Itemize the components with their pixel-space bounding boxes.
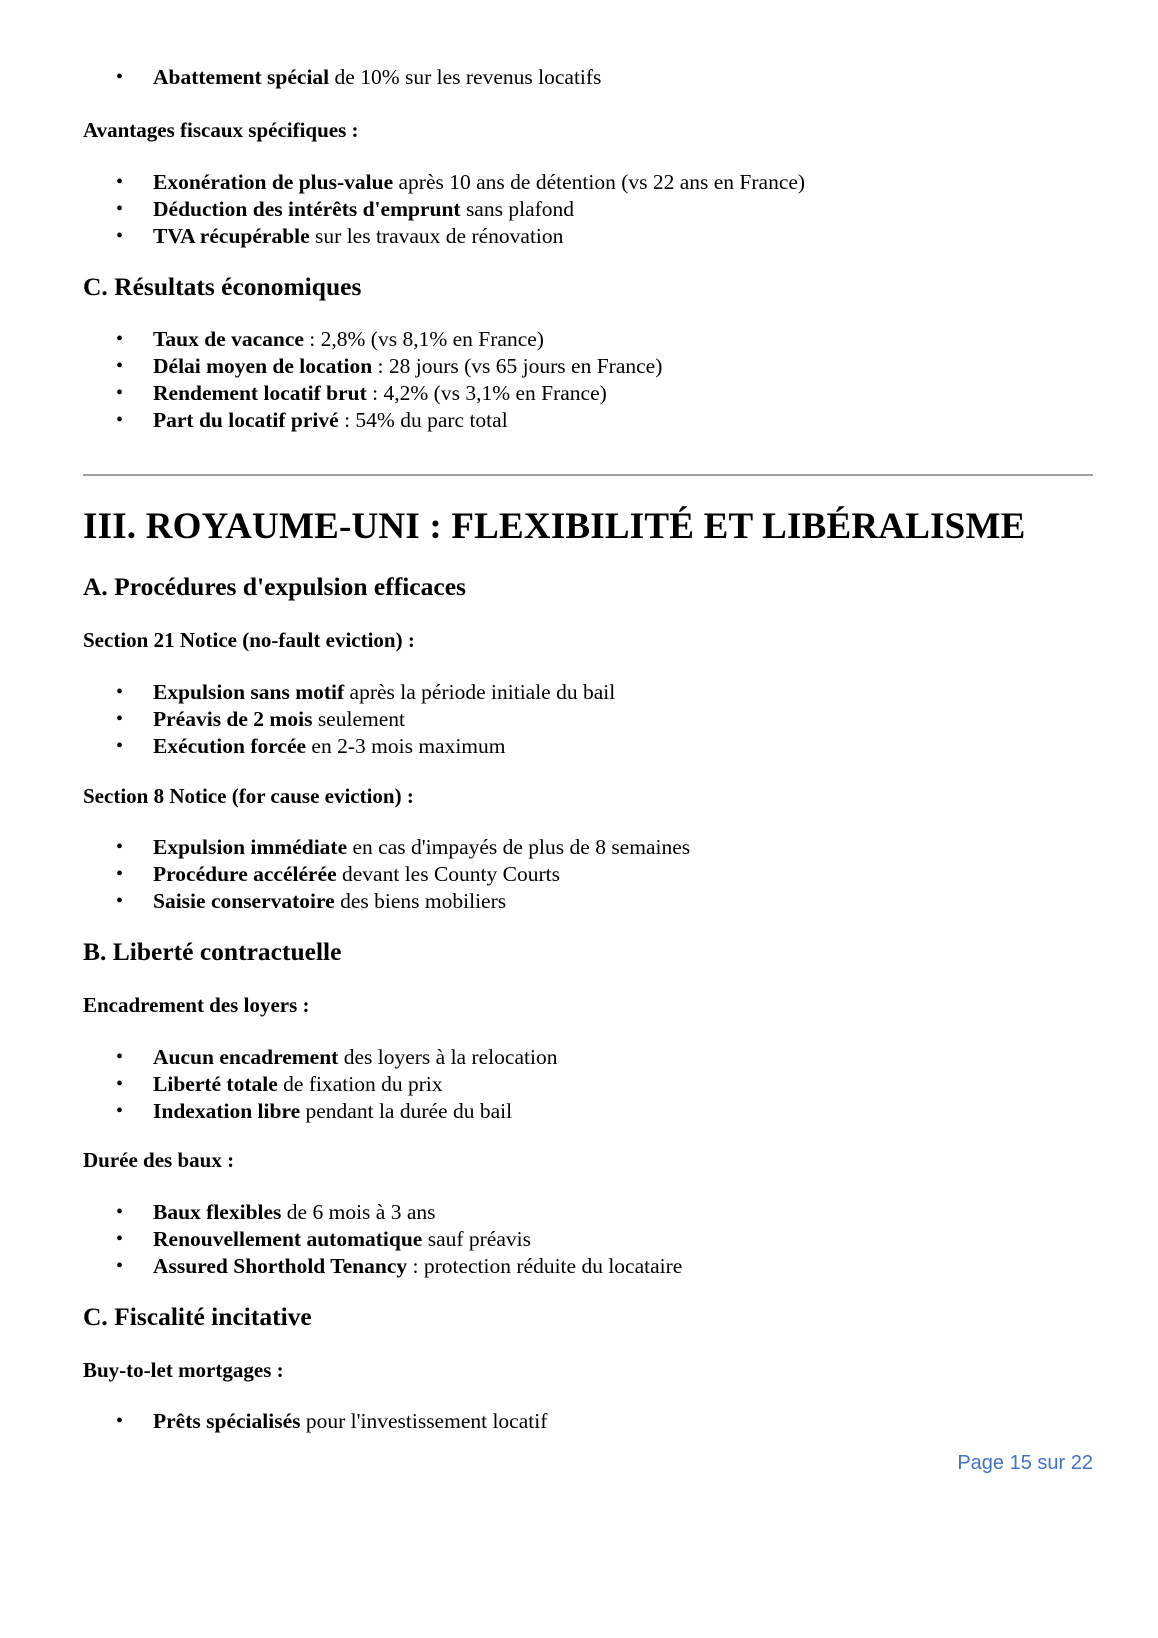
bullet-list [83,1199,1093,1280]
bullet-list [83,64,1093,91]
list-item-bold: Taux de vacance [153,327,304,351]
bullet-icon: • [116,1073,124,1095]
bullet-icon: • [116,171,124,193]
list-item-text: : 54% du parc total [338,408,508,432]
list-item [83,888,1093,915]
list-item-text: de 6 mois à 3 ans [281,1200,436,1224]
list-item-bold: Exonération de plus-value [153,170,394,194]
list-item-bold: Rendement locatif brut [153,381,367,405]
bullet-icon: • [116,1255,124,1277]
bullet-list [83,326,1093,434]
list-item-text: pour l'investissement locatif [300,1409,548,1433]
bullet-icon: • [116,1100,124,1122]
bullet-list [83,1044,1093,1125]
list-item-text: sauf préavis [422,1227,531,1251]
bullet-icon: • [116,225,124,247]
bullet-icon: • [116,708,124,730]
label-encadrement-loyers: Encadrement des loyers : [83,993,310,1017]
bullet-icon: • [116,1201,124,1223]
list-item-text: sur les travaux de rénovation [309,224,564,248]
list-item [83,861,1093,888]
list-item-bold: Indexation libre [153,1099,301,1123]
list-item-text: : protection réduite du locataire [407,1254,683,1278]
horizontal-rule [83,474,1093,476]
list-item-text: sans plafond [460,197,575,221]
list-item-bold: Déduction des intérêts d'emprunt [153,197,461,221]
list-item-text: : 4,2% (vs 3,1% en France) [366,381,607,405]
list-item-text: des loyers à la relocation [338,1045,558,1069]
list-item-text: en cas d'impayés de plus de 8 semaines [347,835,691,859]
list-item-bold: Assured Shorthold Tenancy [153,1254,408,1278]
list-item [83,1408,1093,1435]
label-buy-to-let: Buy-to-let mortgages : [83,1358,284,1382]
list-item [83,733,1093,760]
list-item-bold: Délai moyen de location [153,354,373,378]
list-item [83,169,1093,196]
list-item-bold: Prêts spécialisés [153,1409,301,1433]
list-item-text: : 2,8% (vs 8,1% en France) [303,327,544,351]
list-item [83,223,1093,250]
list-item-text: après la période initiale du bail [344,680,616,704]
bullet-icon: • [116,355,124,377]
bullet-icon: • [116,681,124,703]
bullet-icon: • [116,863,124,885]
label-avantages-fiscaux: Avantages fiscaux spécifiques : [83,118,359,142]
bullet-list [83,679,1093,760]
label-section-8: Section 8 Notice (for cause eviction) : [83,784,414,808]
bullet-icon: • [116,1046,124,1068]
list-item [83,1226,1093,1253]
bullet-icon: • [116,409,124,431]
document-page [83,0,1093,1638]
heading-fiscalite-incitative: C. Fiscalité incitative [83,1302,312,1331]
bullet-icon: • [116,836,124,858]
list-item-bold: Expulsion sans motif [153,680,345,704]
list-item-bold: Préavis de 2 mois [153,707,313,731]
list-item-text: : 28 jours (vs 65 jours en France) [372,354,663,378]
bullet-icon: • [116,1410,124,1432]
list-item [83,196,1093,223]
heading-procedures-expulsion: A. Procédures d'expulsion efficaces [83,572,466,601]
list-item-bold: TVA récupérable [153,224,310,248]
bullet-icon: • [116,1228,124,1250]
list-item-text: de 10% sur les revenus locatifs [329,65,602,89]
bullet-icon: • [116,382,124,404]
list-item [83,706,1093,733]
list-item [83,1253,1093,1280]
bullet-list [83,169,1093,250]
bullet-icon: • [116,198,124,220]
label-duree-baux: Durée des baux : [83,1148,235,1172]
bullet-list [83,1408,1093,1435]
list-item [83,380,1093,407]
list-item-bold: Liberté totale [153,1072,278,1096]
bullet-list [83,834,1093,915]
bullet-icon: • [116,66,124,88]
list-item [83,353,1093,380]
list-item [83,407,1093,434]
list-item [83,1199,1093,1226]
heading-resultats-economiques: C. Résultats économiques [83,272,362,301]
heading-liberte-contractuelle: B. Liberté contractuelle [83,937,342,966]
list-item-text: devant les County Courts [336,862,560,886]
list-item-bold: Renouvellement automatique [153,1227,423,1251]
bullet-icon: • [116,328,124,350]
list-item-bold: Part du locatif privé [153,408,339,432]
list-item [83,1044,1093,1071]
list-item [83,679,1093,706]
list-item-bold: Abattement spécial [153,65,330,89]
list-item-bold: Aucun encadrement [153,1045,339,1069]
list-item-bold: Expulsion immédiate [153,835,348,859]
list-item-bold: Baux flexibles [153,1200,282,1224]
list-item-text: seulement [312,707,405,731]
section-title-royaume-uni: III. ROYAUME-UNI : FLEXIBILITÉ ET LIBÉRALISME [83,506,1026,547]
list-item [83,64,1093,91]
list-item [83,834,1093,861]
bullet-icon: • [116,890,124,912]
page-number: Page 15 sur 22 [957,1452,1093,1474]
list-item-bold: Exécution forcée [153,734,307,758]
list-item-text: en 2-3 mois maximum [306,734,506,758]
list-item [83,1071,1093,1098]
list-item-bold: Saisie conservatoire [153,889,335,913]
list-item [83,1098,1093,1125]
list-item [83,326,1093,353]
list-item-text: pendant la durée du bail [300,1099,513,1123]
list-item-text: des biens mobiliers [334,889,507,913]
list-item-text: de fixation du prix [277,1072,443,1096]
label-section-21: Section 21 Notice (no-fault eviction) : [83,628,415,652]
list-item-text: après 10 ans de détention (vs 22 ans en France) [393,170,806,194]
bullet-icon: • [116,735,124,757]
list-item-bold: Procédure accélérée [153,862,337,886]
